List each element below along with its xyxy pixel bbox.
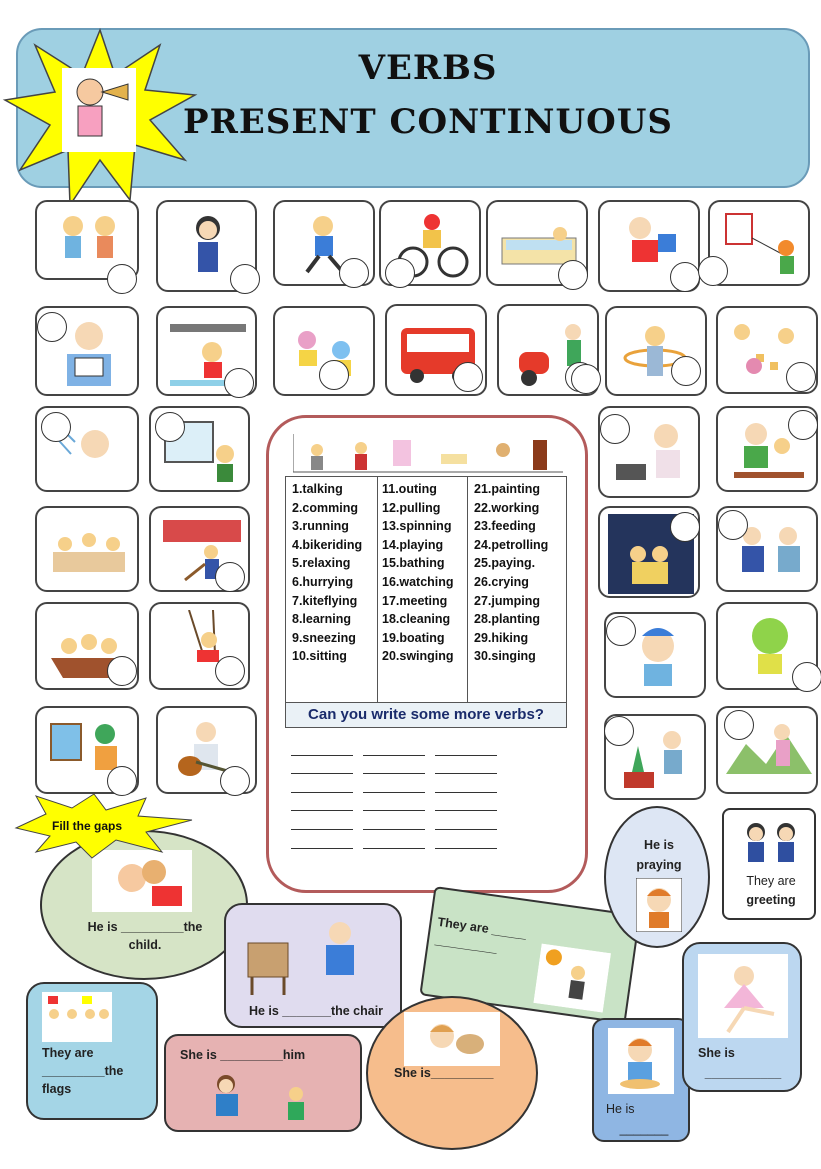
picture-tile xyxy=(598,506,700,598)
picture-tile xyxy=(149,506,250,592)
verb-item: 19.boating xyxy=(382,630,445,645)
meeting-table-icon xyxy=(45,514,133,588)
gap-bubble-10 xyxy=(682,942,802,1092)
answer-circle[interactable] xyxy=(792,662,821,692)
answer-circle[interactable] xyxy=(670,262,700,292)
starburst-icon xyxy=(0,20,200,210)
answer-circle[interactable] xyxy=(558,260,588,290)
verb-item: 12.pulling xyxy=(382,500,441,515)
picture-tile xyxy=(716,706,818,794)
answer-circle[interactable] xyxy=(718,510,748,540)
picture-tile xyxy=(156,306,257,396)
kite-flying-icon xyxy=(718,208,804,282)
answer-circle[interactable] xyxy=(339,258,369,288)
picture-tile xyxy=(716,506,818,592)
verb-item: 5.relaxing xyxy=(292,556,351,571)
picture-tile xyxy=(379,200,481,286)
picture-tile xyxy=(486,200,588,286)
boy-praying-icon xyxy=(636,878,682,932)
picture-tile xyxy=(156,706,257,794)
picture-tile xyxy=(35,602,139,690)
verb-item: 27.jumping xyxy=(474,593,540,608)
title-line-2: PRESENT CONTINUOUS xyxy=(183,102,673,142)
verb-item: 2.comming xyxy=(292,500,358,515)
picture-tile xyxy=(149,406,250,492)
girl-dancing-icon xyxy=(698,954,788,1038)
picture-tile xyxy=(35,306,139,396)
verb-item: 1.talking xyxy=(292,482,343,496)
gap-bubble-9 xyxy=(592,1018,690,1142)
answer-circle[interactable] xyxy=(600,414,630,444)
answer-circle[interactable] xyxy=(724,710,754,740)
gap-bubble-2 xyxy=(224,903,402,1028)
verb-item: 23.feeding xyxy=(474,519,536,534)
picture-tile xyxy=(385,304,487,396)
gap-word: They are xyxy=(746,874,796,888)
picture-tile xyxy=(598,406,700,498)
verb-column-3 xyxy=(468,477,560,703)
verb-item: 10.sitting xyxy=(292,649,347,664)
answer-circle[interactable] xyxy=(606,616,636,646)
verb-column-2 xyxy=(376,477,468,703)
verb-item: 3.running xyxy=(292,519,349,534)
answer-circle[interactable] xyxy=(604,716,634,746)
verb-item: 9.sneezing xyxy=(292,630,356,645)
picture-tile xyxy=(35,706,139,794)
gap-word[interactable]: ___________ xyxy=(704,1066,782,1080)
title-line-1: VERBS xyxy=(358,48,498,88)
gap-sentence[interactable]: She is_________ xyxy=(394,1066,494,1080)
answer-circle[interactable] xyxy=(220,766,250,796)
verb-item: 11.outing xyxy=(382,482,437,496)
verb-item: 6.hurrying xyxy=(292,574,354,589)
gap-word: He is xyxy=(644,838,674,852)
picture-tile xyxy=(604,714,706,800)
picture-tile xyxy=(598,200,700,292)
picture-tile xyxy=(716,306,818,394)
girls-greeting-icon xyxy=(736,818,806,868)
gap-word: He is xyxy=(606,1102,635,1116)
gap-bubble-4 xyxy=(604,806,710,948)
answer-circle[interactable] xyxy=(671,356,701,386)
answer-circle[interactable] xyxy=(37,312,67,342)
answer-lines[interactable] xyxy=(291,736,561,848)
gap-word[interactable]: _______ xyxy=(619,1122,669,1136)
gap-word: greeting xyxy=(746,893,796,907)
gap-sentence[interactable]: They are _____ _________ xyxy=(434,914,528,956)
verb-item: 20.swinging xyxy=(382,649,454,664)
answer-circle[interactable] xyxy=(571,364,601,394)
gap-word: praying xyxy=(636,858,682,872)
answer-circle[interactable] xyxy=(453,362,483,392)
answer-circle[interactable] xyxy=(786,362,816,392)
word-list-panel xyxy=(266,415,588,893)
answer-circle[interactable] xyxy=(107,656,137,686)
verb-item: 30.singing xyxy=(474,649,536,664)
verb-item: 18.cleaning xyxy=(382,612,451,627)
gap-sentence[interactable]: They are _________the flags xyxy=(42,1046,124,1096)
picture-tile xyxy=(273,200,375,286)
gap-sentence[interactable]: She is _________him xyxy=(180,1048,306,1062)
picture-tile xyxy=(273,306,375,396)
verb-item: 14.playing xyxy=(382,537,444,552)
verb-table xyxy=(285,476,567,704)
verb-item: 24.petrolling xyxy=(474,537,549,552)
verb-item: 21.painting xyxy=(474,482,540,496)
gap-bubble-8 xyxy=(366,996,538,1150)
meeting-street-icon xyxy=(533,944,611,1013)
verb-item: 17.meeting xyxy=(382,593,448,608)
girl-hugging-dog-icon xyxy=(404,1012,500,1066)
answer-circle[interactable] xyxy=(698,256,728,286)
answer-circle[interactable] xyxy=(319,360,349,390)
gap-sentence[interactable]: He is _________the child. xyxy=(87,920,203,952)
verb-item: 26.crying xyxy=(474,574,529,589)
picture-tile xyxy=(35,406,139,492)
boy-eating-icon xyxy=(608,1028,674,1094)
gap-bubble-7 xyxy=(164,1034,362,1132)
picture-tile xyxy=(605,306,707,396)
gap-bubble-5 xyxy=(722,808,816,920)
answer-circle[interactable] xyxy=(788,410,818,440)
verb-item: 4.bikeriding xyxy=(292,537,363,552)
picture-tile xyxy=(35,506,139,592)
gap-word: She is xyxy=(698,1046,735,1060)
verb-item: 7.kiteflying xyxy=(292,593,358,608)
picture-tile xyxy=(35,200,139,280)
verb-item: 13.spinning xyxy=(382,519,452,534)
answer-circle[interactable] xyxy=(230,264,260,294)
more-verbs-prompt: Can you write some more verbs? xyxy=(285,702,567,728)
gap-sentence[interactable]: He is _______the chair xyxy=(248,1004,384,1018)
verb-item: 8.learning xyxy=(292,612,352,627)
answer-circle[interactable] xyxy=(41,412,71,442)
answer-circle[interactable] xyxy=(215,656,245,686)
painting-chair-icon xyxy=(240,913,390,999)
gap-bubble-6 xyxy=(26,982,158,1120)
picture-tile xyxy=(708,200,810,286)
picture-tile xyxy=(716,602,818,690)
verb-strip-icon xyxy=(293,434,563,474)
picture-tile xyxy=(604,612,706,698)
answer-circle[interactable] xyxy=(155,412,185,442)
playing-together-icon xyxy=(202,1070,322,1128)
verb-item: 22.working xyxy=(474,500,540,515)
answer-circle[interactable] xyxy=(107,264,137,294)
answer-circle[interactable] xyxy=(385,258,415,288)
picture-tile xyxy=(156,200,257,292)
verb-item: 16.watching xyxy=(382,574,454,589)
children-flags-icon xyxy=(42,992,112,1042)
answer-circle[interactable] xyxy=(670,512,700,542)
verb-item: 25.paying. xyxy=(474,556,536,571)
verb-item: 29.hiking xyxy=(474,630,529,645)
verb-item: 28.planting xyxy=(474,612,540,627)
picture-tile xyxy=(716,406,818,492)
verb-column-1 xyxy=(286,477,378,703)
answer-circle[interactable] xyxy=(215,562,245,592)
verb-item: 15.bathing xyxy=(382,556,445,571)
fill-gaps-banner: Fill the gaps xyxy=(52,819,123,833)
answer-circle[interactable] xyxy=(224,368,254,398)
picture-tile xyxy=(149,602,250,690)
